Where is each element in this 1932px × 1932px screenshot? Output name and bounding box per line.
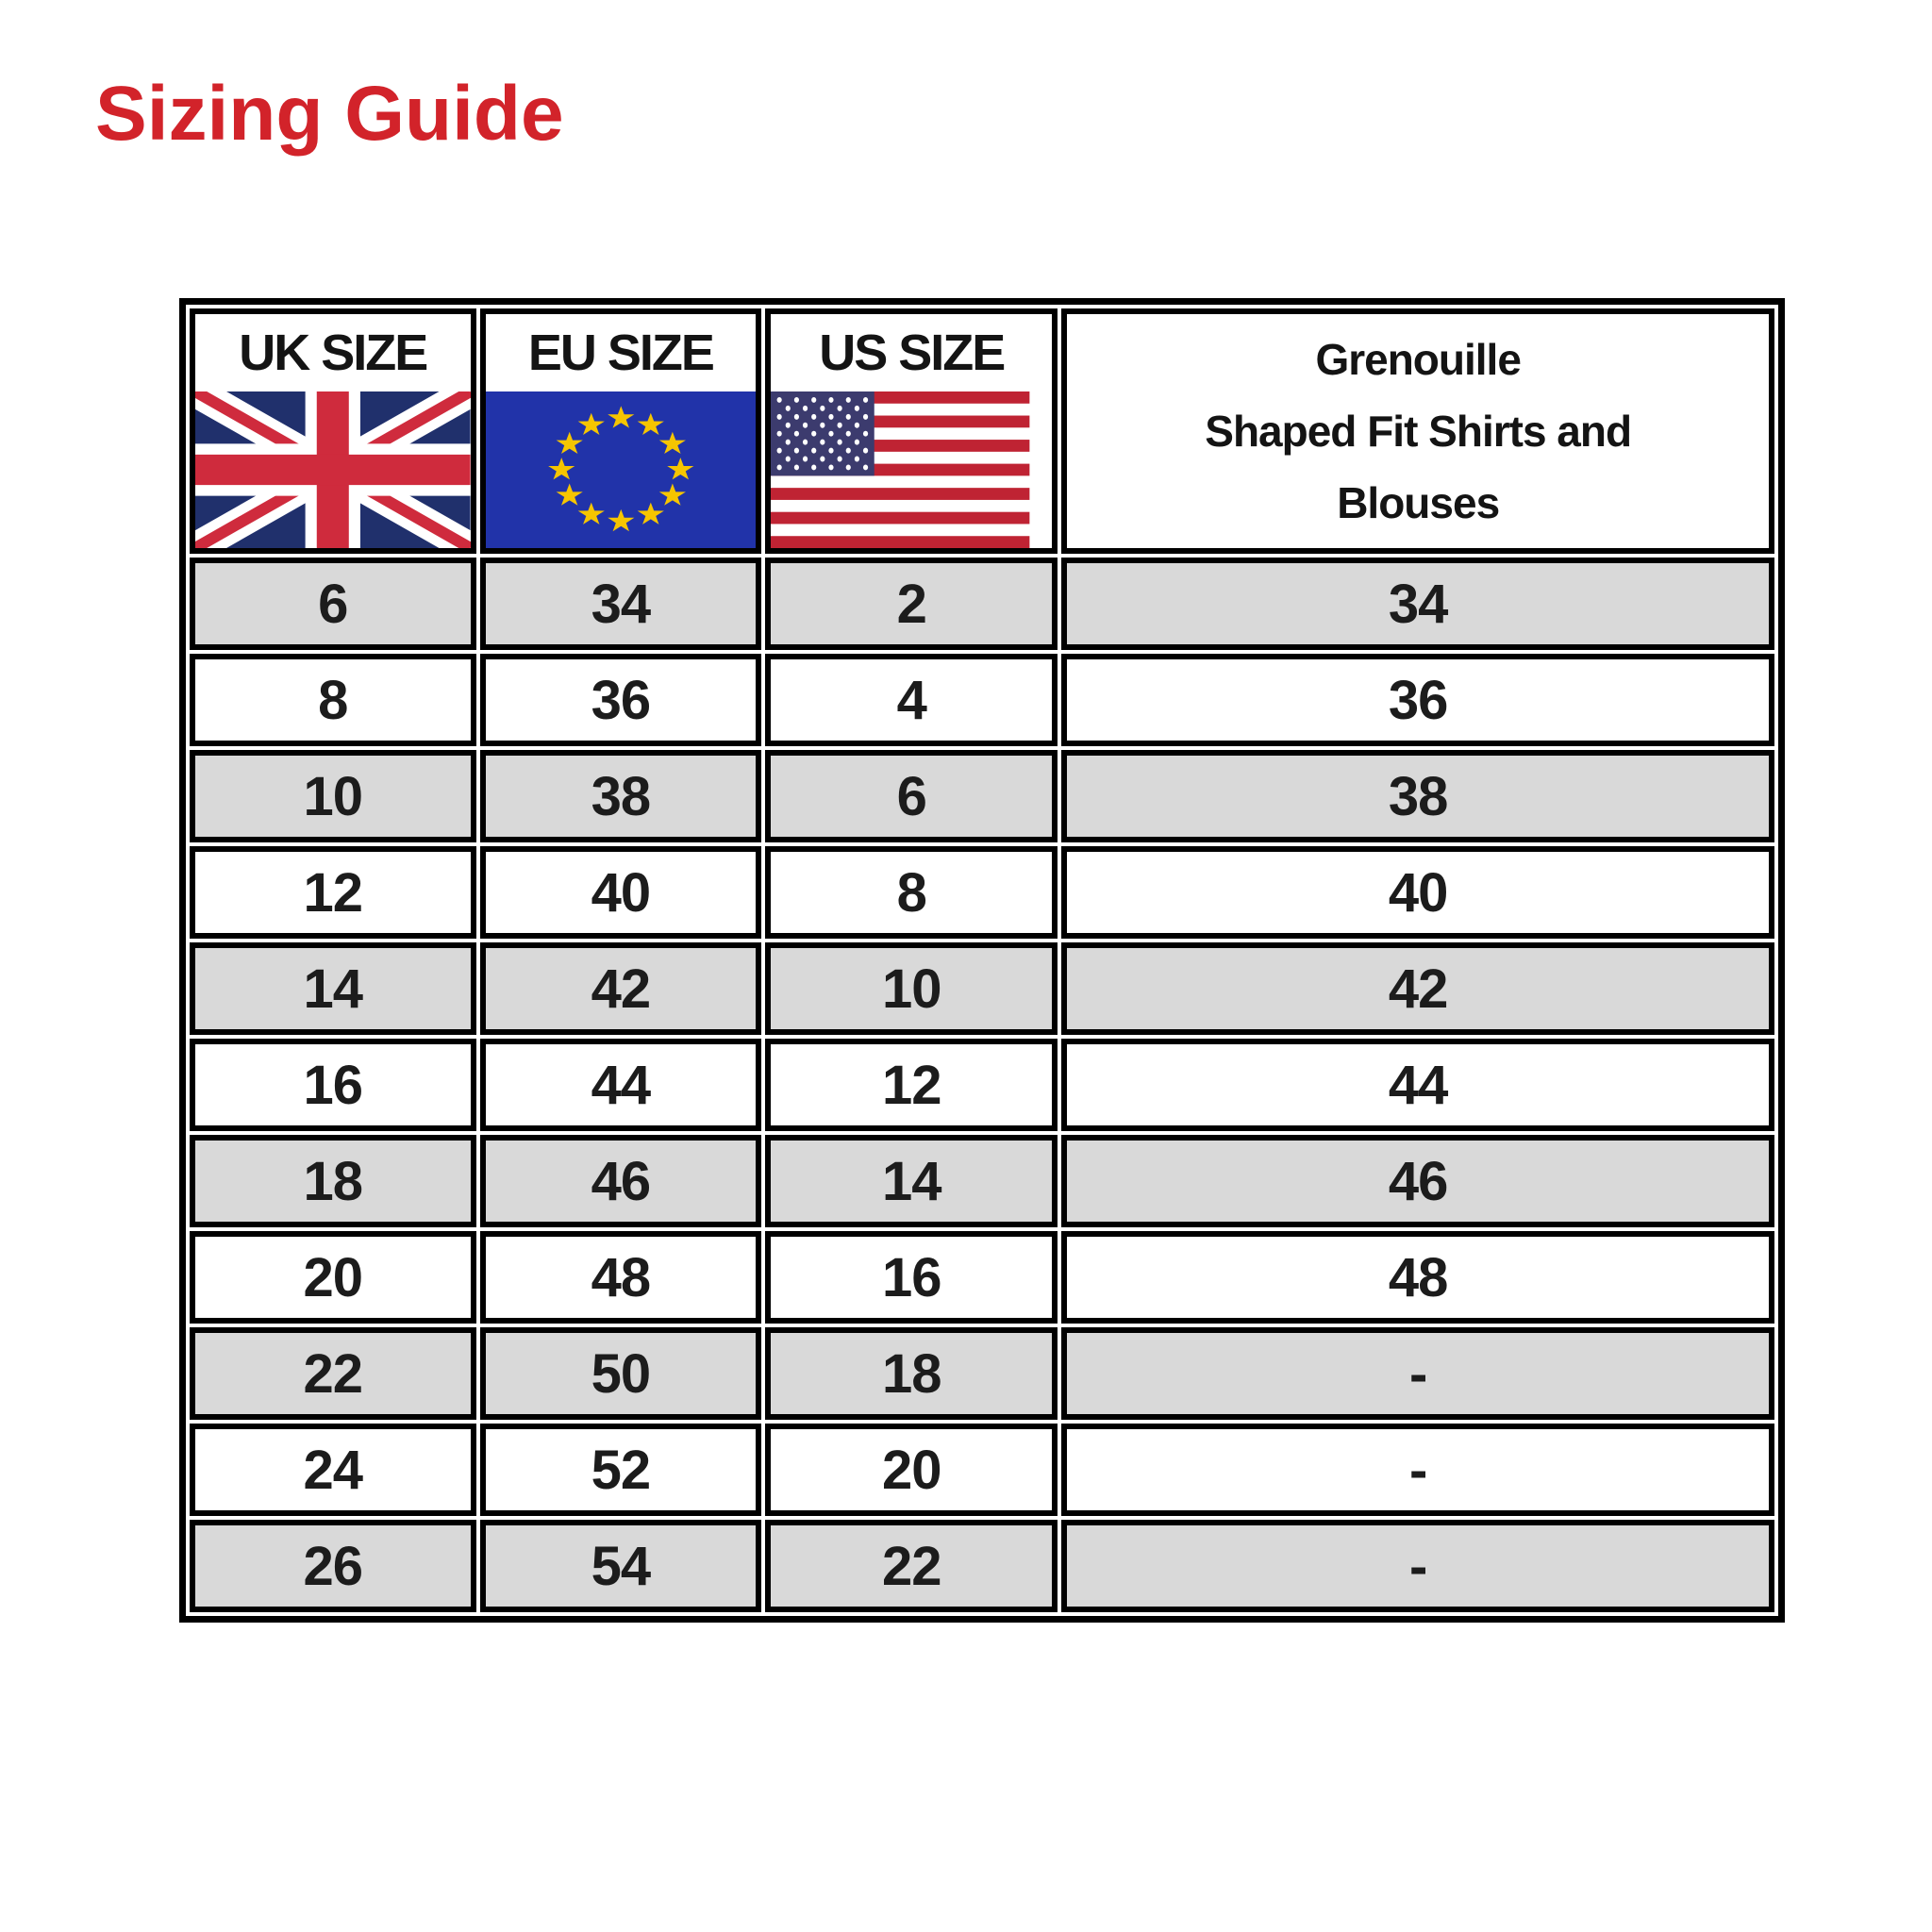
table-row [190,846,1774,939]
size-cell-uk: 26 [190,1520,476,1612]
size-cell-grenouille: 46 [1061,1135,1774,1227]
sizing-table [179,298,1785,1623]
eu-size-label: EU SIZE [527,325,713,381]
size-cell-eu: 48 [480,1231,762,1324]
size-cell-uk: 6 [190,558,476,650]
grenouille-header-line: Grenouille [1315,335,1521,384]
size-cell-us: 18 [765,1327,1058,1420]
size-cell-eu: 38 [480,750,762,842]
size-cell-uk: 14 [190,942,476,1035]
size-cell-us: 2 [765,558,1058,650]
table-row [190,942,1774,1035]
size-cell-us: 12 [765,1039,1058,1131]
size-cell-uk: 22 [190,1327,476,1420]
size-cell-us: 10 [765,942,1058,1035]
size-cell-us: 14 [765,1135,1058,1227]
header-row [190,308,1774,554]
size-cell-eu: 42 [480,942,762,1035]
size-cell-us: 16 [765,1231,1058,1324]
size-cell-uk: 20 [190,1231,476,1324]
grenouille-header-line: Shaped Fit Shirts and [1205,407,1632,456]
size-cell-grenouille: 42 [1061,942,1774,1035]
header-uk-size [190,308,476,554]
size-cell-eu: 52 [480,1424,762,1516]
table-row [190,1327,1774,1420]
grenouille-header-line: Blouses [1337,478,1500,527]
uk-size-label: UK SIZE [239,325,427,381]
us-size-label: US SIZE [819,325,1005,381]
size-cell-grenouille: 44 [1061,1039,1774,1131]
size-cell-us: 20 [765,1424,1058,1516]
size-cell-grenouille: 36 [1061,654,1774,746]
size-cell-us: 22 [765,1520,1058,1612]
table-row [190,558,1774,650]
table-row [190,1424,1774,1516]
size-cell-grenouille: 40 [1061,846,1774,939]
size-cell-uk: 12 [190,846,476,939]
size-cell-grenouille: - [1061,1520,1774,1612]
table-row [190,750,1774,842]
size-cell-grenouille: 38 [1061,750,1774,842]
size-cell-us: 8 [765,846,1058,939]
us-flag-icon [771,391,1029,548]
header-grenouille [1061,308,1774,554]
size-cell-uk: 10 [190,750,476,842]
table-row [190,1231,1774,1324]
uk-flag-icon [195,391,471,548]
size-cell-uk: 24 [190,1424,476,1516]
size-cell-uk: 16 [190,1039,476,1131]
header-eu-size [480,308,762,554]
size-cell-eu: 50 [480,1327,762,1420]
table-row [190,1520,1774,1612]
size-cell-eu: 54 [480,1520,762,1612]
size-cell-eu: 40 [480,846,762,939]
size-cell-uk: 18 [190,1135,476,1227]
size-cell-grenouille: 48 [1061,1231,1774,1324]
table-row [190,654,1774,746]
size-cell-us: 6 [765,750,1058,842]
size-cell-grenouille: 34 [1061,558,1774,650]
page-title: Sizing Guide [95,71,564,157]
size-cell-uk: 8 [190,654,476,746]
size-cell-eu: 46 [480,1135,762,1227]
table-row [190,1039,1774,1131]
table-row [190,1135,1774,1227]
size-cell-eu: 34 [480,558,762,650]
header-us-size [765,308,1058,554]
size-cell-grenouille: - [1061,1327,1774,1420]
eu-flag-icon [486,391,757,548]
size-cell-eu: 44 [480,1039,762,1131]
size-cell-grenouille: - [1061,1424,1774,1516]
size-cell-eu: 36 [480,654,762,746]
size-cell-us: 4 [765,654,1058,746]
